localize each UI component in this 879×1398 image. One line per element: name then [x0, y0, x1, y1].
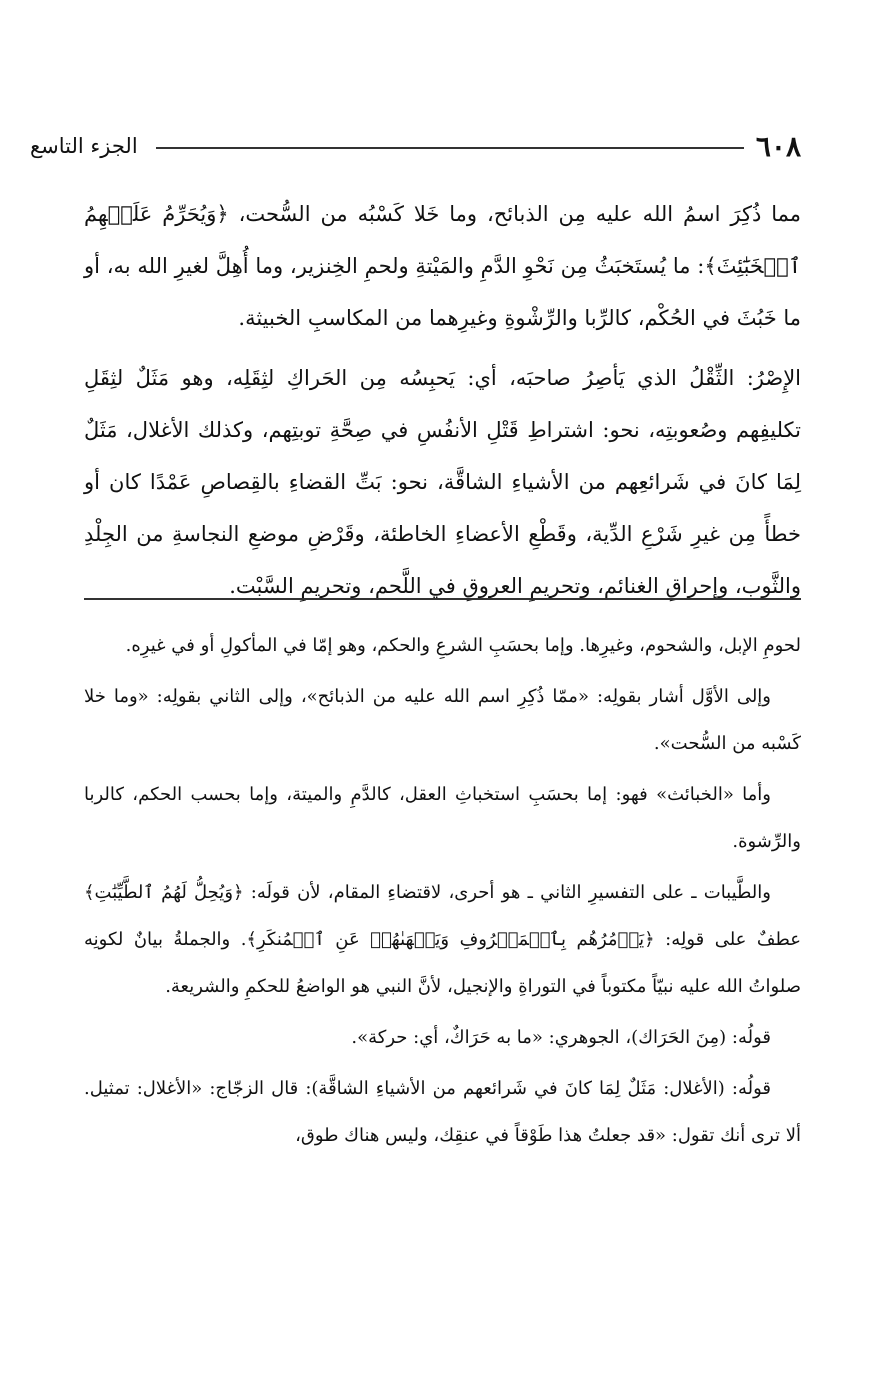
footnote-separator — [84, 598, 801, 600]
page-header — [30, 128, 801, 164]
commentary-paragraph: قولُه: (مِنَ الحَرَاك)، الجوهري: «ما به حَرَاكٌ، أي: حركة». — [351, 1027, 771, 1048]
page-number: ٦٠٨ — [755, 129, 801, 163]
commentary-text — [84, 622, 801, 1163]
commentary-paragraph: وأما «الخبائث» فهو: إما بحسَبِ استخباثِ العقل، كالدَّمِ والميتة، وإما بحسب الحكم، كالربا والرِّشوة. — [84, 784, 801, 852]
commentary-paragraph: والطَّيبات ـ على التفسيرِ الثاني ـ هو أحرى، لاقتضاءِ المقام، لأن قولَه: ﴿وَيُحِلُّ لَهُمُ ٱلطَّيِّبَٰتِ﴾ عطفٌ على قولِه: ﴿يَأۡمُرُهُم بِٱلۡمَعۡرُوفِ وَيَنۡهَىٰهُمۡ عَنِ ٱلۡمُنكَرِ﴾. والجملةُ بيانٌ لكونِه صلواتُ الله عليه نبيّاً مكتوباً في التوراةِ والإنجيل، لأنَّ النبي هو الواضعُ للحكمِ والشريعة. — [84, 882, 801, 997]
commentary-paragraph: وإلى الأوَّل أشار بقولِه: «ممّا ذُكِرِ اسم الله عليه من الذبائح»، وإلى الثاني بقولِه: «وما خلا كَسْبه من السُّحت». — [84, 686, 801, 754]
part-title: الجزء التاسع — [30, 134, 138, 158]
main-paragraph: مما ذُكِرَ اسمُ الله عليه مِن الذبائح، وما خَلا كَسْبُه من السُّحت، ﴿وَيُحَرِّمُ عَلَيۡهِمُ ٱلۡخَبَٰٓئِثَ﴾: ما يُستَخبَثُ مِن نَحْوِ الدَّمِ والمَيْتةِ ولحمِ الخِنزير، وما أُهِلَّ لغيرِ الله به، أو ما خَبُثَ في الحُكْم، كالرِّبا والرِّشْوةِ وغيرِهما من المكاسبِ الخبيثة. — [84, 202, 801, 330]
header-rule — [156, 147, 744, 149]
main-paragraph: الإِصْرُ: الثِّقْلُ الذي يَأصِرُ صاحبَه، أي: يَحبِسُه مِن الحَراكِ لثِقَلِه، وهو مَثَلٌ لثِقَلِ تكليفِهم وصُعوبتِه، نحو: اشتراطِ قَتْلِ الأنفُسِ في صِحَّةِ توبتِهم، وكذلك الأغلال، مَثَلٌ لِمَا كانَ في شَرائعِهم من الأشياءِ الشاقَّة، نحو: بَتِّ القضاءِ بالقِصاصِ عَمْدًا كان أو خطأً مِن غيرِ شَرْعِ الدِّية، وقَطْعِ الأعضاءِ الخاطئة، وقَرْضِ موضعِ النجاسةِ من الجِلْدِ والثَّوب، وإحراقِ الغنائم، وتحريمِ العروقِ في اللَّحم، وتحريمِ السَّبْت. — [84, 366, 801, 598]
commentary-paragraph: لحومِ الإبل، والشحوم، وغيرِها. وإما بحسَبِ الشرعِ والحكم، وهو إمّا في المأكولِ أو في غيرِه. — [125, 635, 801, 656]
main-text — [84, 188, 801, 612]
commentary-paragraph: قولُه: (الأغلال: مَثَلٌ لِمَا كانَ في شَرائعهم من الأشياءِ الشاقَّة): قال الزجّاج: «الأغلال: تمثيل. ألا ترى أنك تقول: «قد جعلتُ هذا طَوْقاً في عنقِك، وليس هناك طوق، — [84, 1078, 801, 1146]
